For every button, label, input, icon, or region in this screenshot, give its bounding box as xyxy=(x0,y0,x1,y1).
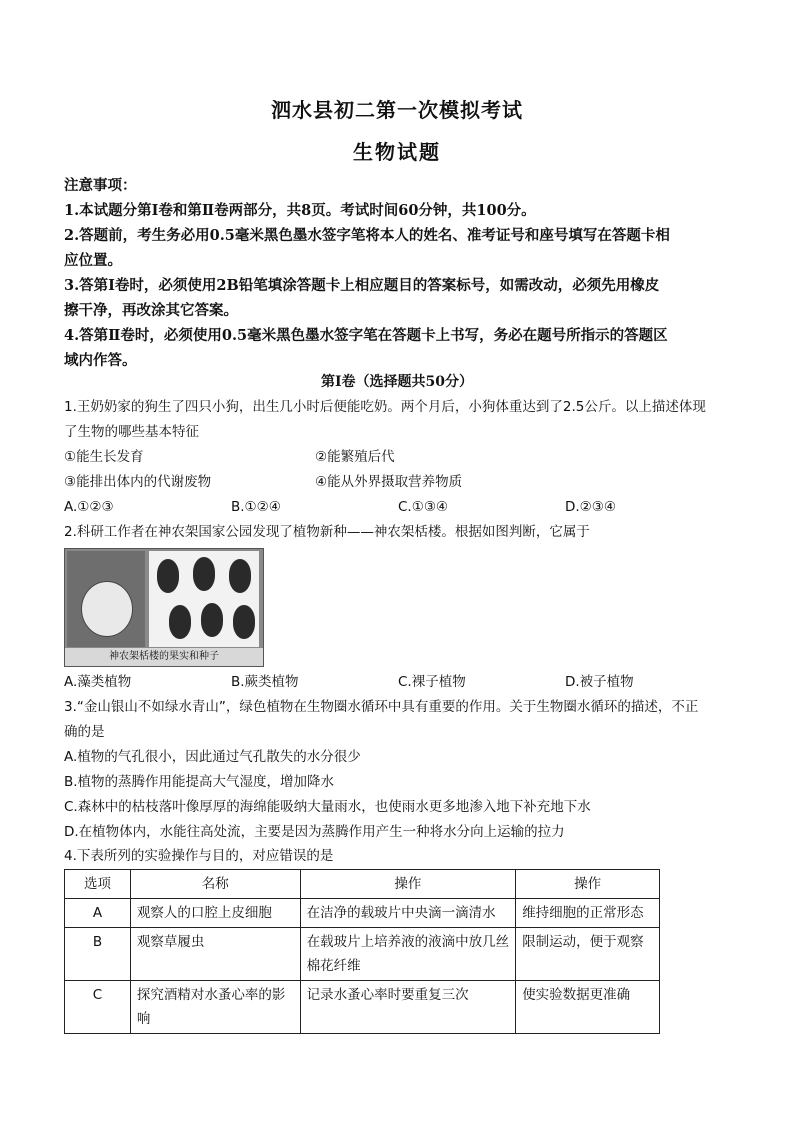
table-row xyxy=(65,899,660,928)
experiment-table xyxy=(64,869,660,1034)
table-cell: C xyxy=(65,981,131,1034)
notice-line: 2.答题前，考生务必用0.5毫米黑色墨水签字笔将本人的姓名、准考证号和座号填写在答题卡相 xyxy=(64,227,670,244)
table-header: 操作 xyxy=(300,870,516,899)
table-row xyxy=(65,928,660,981)
statement-item: ④能从外界摄取营养物质 xyxy=(315,474,463,490)
question-text: 确的是 xyxy=(64,724,105,740)
question-text: 4.下表所列的实验操作与目的，对应错误的是 xyxy=(64,848,334,864)
seed-shape xyxy=(229,559,251,593)
table-cell: 限制运动，便于观察 xyxy=(516,928,660,981)
answer-option-a: A.植物的气孔很小，因此通过气孔散失的水分很少 xyxy=(64,749,361,765)
answer-option-c: C.森林中的枯枝落叶像厚厚的海绵能吸纳大量雨水，也使雨水更多地渗入地下补充地下水 xyxy=(64,799,591,815)
fruit-seed-photo xyxy=(64,548,264,667)
answer-option-a: A.①②③ xyxy=(64,499,114,515)
table-cell: 在载玻片上培养液的液滴中放几丝棉花纤维 xyxy=(300,928,516,981)
answer-option-c: C.①③④ xyxy=(398,499,449,515)
statement-item: ②能繁殖后代 xyxy=(315,449,395,465)
table-cell: 观察人的口腔上皮细胞 xyxy=(130,899,300,928)
seed-shape xyxy=(193,557,215,591)
answer-option-d: D.在植物体内，水能往高处流，主要是因为蒸腾作用产生一种将水分向上运输的拉力 xyxy=(64,824,565,840)
seed-shape xyxy=(169,605,191,639)
answer-option-d: D.②③④ xyxy=(565,499,616,515)
table-cell: 探究酒精对水蚤心率的影响 xyxy=(130,981,300,1034)
question-4 xyxy=(64,844,732,869)
table-header: 选项 xyxy=(65,870,131,899)
section-heading: 第Ⅰ卷（选择题共50分） xyxy=(320,374,474,390)
question-text: 1.王奶奶家的狗生了四只小狗，出生几小时后便能吃奶。两个月后，小狗体重达到了2.5公斤。以上描述体现 xyxy=(64,399,706,415)
answer-option-b: B.①②④ xyxy=(231,499,281,515)
table-header-row xyxy=(65,870,660,899)
photo-caption: 神农架栝楼的果实和种子 xyxy=(65,648,263,666)
answer-option-b: B.植物的蒸腾作用能提高大气湿度，增加降水 xyxy=(64,774,335,790)
statement-item: ③能排出体内的代谢废物 xyxy=(64,474,212,490)
seed-shape xyxy=(233,605,255,639)
notice-block xyxy=(64,173,730,373)
question-1 xyxy=(64,395,732,520)
table-cell: 记录水蚤心率时要重复三次 xyxy=(300,981,516,1034)
seed-shape xyxy=(157,559,179,593)
fruit-photo xyxy=(67,551,145,647)
answer-option-a: A.藻类植物 xyxy=(64,674,132,690)
notice-line: 域内作答。 xyxy=(64,352,137,369)
question-2-options xyxy=(64,670,732,695)
seed-shape xyxy=(201,603,223,637)
table-row xyxy=(65,981,660,1034)
notice-line: 3.答第Ⅰ卷时，必须使用2B铅笔填涂答题卡上相应题目的答案标号，如需改动，必须先用橡皮 xyxy=(64,277,660,294)
table-header: 名称 xyxy=(130,870,300,899)
table-header: 操作 xyxy=(516,870,660,899)
question-text: 了生物的哪些基本特征 xyxy=(64,424,199,440)
exam-title: 泗水县初二第一次模拟考试 xyxy=(271,98,523,122)
question-text: 2.科研工作者在神农架国家公园发现了植物新种——神农架栝楼。根据如图判断，它属于 xyxy=(64,524,590,540)
question-3 xyxy=(64,695,732,845)
answer-option-d: D.被子植物 xyxy=(565,674,634,690)
seed-photo xyxy=(149,551,259,647)
answer-option-b: B.蕨类植物 xyxy=(231,674,299,690)
table-cell: A xyxy=(65,899,131,928)
table-cell: 使实验数据更准确 xyxy=(516,981,660,1034)
fruit-shape xyxy=(81,581,133,637)
notice-line: 1.本试题分第Ⅰ卷和第Ⅱ卷两部分，共8页。考试时间60分钟，共100分。 xyxy=(64,202,536,219)
question-2 xyxy=(64,520,732,545)
table-cell: 在洁净的载玻片中央滴一滴清水 xyxy=(300,899,516,928)
notice-heading: 注意事项： xyxy=(64,177,137,194)
notice-line: 4.答第Ⅱ卷时，必须使用0.5毫米黑色墨水签字笔在答题卡上书写，务必在题号所指示的答题区 xyxy=(64,327,668,344)
notice-line: 应位置。 xyxy=(64,252,122,269)
table-cell: 维持细胞的正常形态 xyxy=(516,899,660,928)
statement-item: ①能生长发育 xyxy=(64,449,144,465)
table-cell: 观察草履虫 xyxy=(130,928,300,981)
question-text: 3.“金山银山不如绿水青山”，绿色植物在生物圈水循环中具有重要的作用。关于生物圈水循环的描述，不正 xyxy=(64,699,699,715)
answer-option-c: C.裸子植物 xyxy=(398,674,466,690)
notice-line: 擦干净，再改涂其它答案。 xyxy=(64,302,238,319)
exam-subtitle: 生物试题 xyxy=(353,140,441,164)
table-cell: B xyxy=(65,928,131,981)
